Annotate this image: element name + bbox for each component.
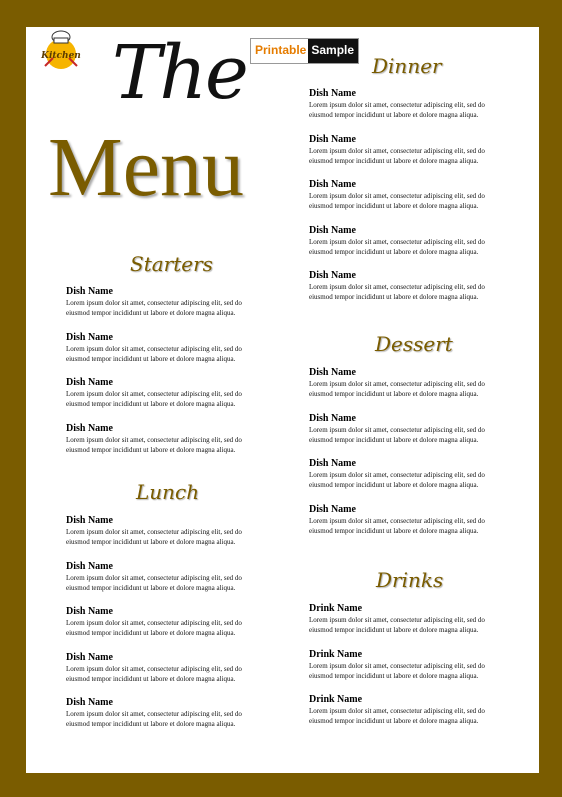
menu-item: [309, 178, 509, 211]
section-title-dessert: Dessert: [375, 332, 453, 356]
item-desc: Lorem ipsum dolor sit amet, consectetur adipiscing elit, sed do eiusmod tempor incididunt ut labore et dolore magna aliqua.: [309, 471, 485, 489]
item-desc: Lorem ipsum dolor sit amet, consectetur adipiscing elit, sed do eiusmod tempor incididunt ut labore et dolore magna aliqua.: [66, 345, 242, 363]
menu-item: [309, 503, 509, 536]
item-name: Dish Name: [66, 561, 113, 572]
item-name: Dish Name: [66, 423, 113, 434]
item-desc: Lorem ipsum dolor sit amet, consectetur adipiscing elit, sed do eiusmod tempor incididunt ut labore et dolore magna aliqua.: [66, 665, 242, 683]
item-name: Dish Name: [66, 697, 113, 708]
item-name: Dish Name: [309, 225, 356, 236]
item-desc: Lorem ipsum dolor sit amet, consectetur adipiscing elit, sed do eiusmod tempor incididunt ut labore et dolore magna aliqua.: [309, 192, 485, 210]
item-name: Drink Name: [309, 694, 363, 705]
menu-item: [66, 560, 266, 593]
badge-printable: Printable: [255, 43, 307, 57]
item-name: Dish Name: [309, 367, 356, 378]
item-name: Dish Name: [66, 377, 113, 388]
menu-item: [309, 269, 509, 302]
menu-item: [66, 331, 266, 364]
item-name: Dish Name: [309, 88, 356, 99]
item-name: Drink Name: [309, 649, 363, 660]
menu-item: [66, 376, 266, 409]
item-desc: Lorem ipsum dolor sit amet, consectetur adipiscing elit, sed do eiusmod tempor incididunt ut labore et dolore magna aliqua.: [309, 426, 485, 444]
title-the: The: [112, 30, 247, 116]
menu-item: [309, 457, 509, 490]
item-name: Dish Name: [66, 606, 113, 617]
kitchen-logo: [39, 28, 83, 72]
menu-item: [309, 648, 509, 681]
item-desc: Lorem ipsum dolor sit amet, consectetur adipiscing elit, sed do eiusmod tempor incididunt ut labore et dolore magna aliqua.: [309, 147, 485, 165]
title-menu: Menu: [48, 121, 244, 214]
item-name: Dish Name: [309, 458, 356, 469]
kitchen-logo-text: Kitchen: [41, 51, 81, 61]
item-name: Dish Name: [309, 504, 356, 515]
menu-item: [66, 422, 266, 455]
menu-item: [309, 412, 509, 445]
item-desc: Lorem ipsum dolor sit amet, consectetur adipiscing elit, sed do eiusmod tempor incididunt ut labore et dolore magna aliqua.: [66, 710, 242, 728]
menu-item: [66, 285, 266, 318]
item-desc: Lorem ipsum dolor sit amet, consectetur adipiscing elit, sed do eiusmod tempor incididunt ut labore et dolore magna aliqua.: [309, 380, 485, 398]
item-desc: Lorem ipsum dolor sit amet, consectetur adipiscing elit, sed do eiusmod tempor incididunt ut labore et dolore magna aliqua.: [66, 390, 242, 408]
menu-item: [309, 366, 509, 399]
item-name: Dish Name: [66, 515, 113, 526]
item-name: Dish Name: [309, 413, 356, 424]
item-desc: Lorem ipsum dolor sit amet, consectetur adipiscing elit, sed do eiusmod tempor incididunt ut labore et dolore magna aliqua.: [309, 101, 485, 119]
item-desc: Lorem ipsum dolor sit amet, consectetur adipiscing elit, sed do eiusmod tempor incididunt ut labore et dolore magna aliqua.: [309, 283, 485, 301]
badge-sample: Sample: [308, 39, 358, 63]
menu-item: [66, 605, 266, 638]
item-desc: Lorem ipsum dolor sit amet, consectetur adipiscing elit, sed do eiusmod tempor incididunt ut labore et dolore magna aliqua.: [66, 436, 242, 454]
item-name: Dish Name: [309, 270, 356, 281]
item-desc: Lorem ipsum dolor sit amet, consectetur adipiscing elit, sed do eiusmod tempor incididunt ut labore et dolore magna aliqua.: [309, 517, 485, 535]
menu-item: [66, 696, 266, 729]
menu-item: [309, 602, 509, 635]
item-desc: Lorem ipsum dolor sit amet, consectetur adipiscing elit, sed do eiusmod tempor incididunt ut labore et dolore magna aliqua.: [66, 299, 242, 317]
item-desc: Lorem ipsum dolor sit amet, consectetur adipiscing elit, sed do eiusmod tempor incididunt ut labore et dolore magna aliqua.: [66, 528, 242, 546]
item-desc: Lorem ipsum dolor sit amet, consectetur adipiscing elit, sed do eiusmod tempor incididunt ut labore et dolore magna aliqua.: [66, 574, 242, 592]
item-name: Dish Name: [66, 652, 113, 663]
menu-item: [66, 651, 266, 684]
menu-item: [309, 224, 509, 257]
item-name: Drink Name: [309, 603, 363, 614]
section-title-starters: Starters: [130, 252, 213, 276]
item-name: Dish Name: [309, 179, 356, 190]
section-title-lunch: Lunch: [136, 480, 200, 504]
menu-item: [309, 133, 509, 166]
menu-item: [309, 693, 509, 726]
item-desc: Lorem ipsum dolor sit amet, consectetur adipiscing elit, sed do eiusmod tempor incididunt ut labore et dolore magna aliqua.: [309, 616, 485, 634]
item-name: Dish Name: [309, 134, 356, 145]
item-desc: Lorem ipsum dolor sit amet, consectetur adipiscing elit, sed do eiusmod tempor incididunt ut labore et dolore magna aliqua.: [309, 662, 485, 680]
item-desc: Lorem ipsum dolor sit amet, consectetur adipiscing elit, sed do eiusmod tempor incididunt ut labore et dolore magna aliqua.: [309, 238, 485, 256]
menu-item: [309, 87, 509, 120]
section-title-drinks: Drinks: [376, 568, 444, 592]
item-name: Dish Name: [66, 286, 113, 297]
item-desc: Lorem ipsum dolor sit amet, consectetur adipiscing elit, sed do eiusmod tempor incididunt ut labore et dolore magna aliqua.: [309, 707, 485, 725]
item-name: Dish Name: [66, 332, 113, 343]
section-title-dinner: Dinner: [372, 54, 442, 78]
menu-item: [66, 514, 266, 547]
item-desc: Lorem ipsum dolor sit amet, consectetur adipiscing elit, sed do eiusmod tempor incididunt ut labore et dolore magna aliqua.: [66, 619, 242, 637]
printable-sample-badge: [250, 38, 359, 64]
